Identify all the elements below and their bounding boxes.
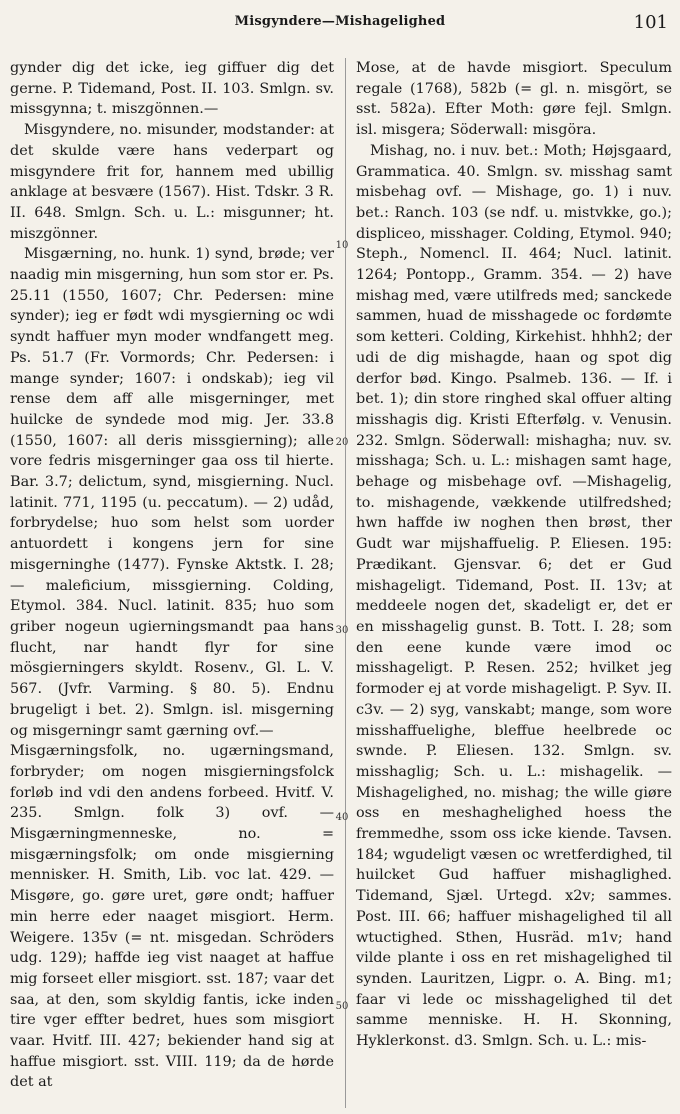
running-head: Misgyndere—Mishagelighed [234,14,446,29]
left-paragraph-1: gynder dig det icke, ieg giffuer dig det gerne. P. Tidemand, Post. II. 103. Smlgn. sv. missgynna; t. miszgönnen.— [10,60,334,118]
entry-mishag: Mishag, no. i nuv. bet.: Moth; Højsgaard, Grammatica. 40. Smlgn. sv. misshag samt misbehag ovf. — Mishage, go. 1) i nuv. bet.: Ranch. 103 (se ndf. u. mistvkke, go.); displiceo, misshager. Colding, Etymol. 940; Steph., Nomencl. II. 464; Nucl. latinit. 1264; Pontopp., Gramm. 354. — 2) have mishag med, være utilfreds med; sanckede sammen, huad de misshagede oc fordømte som ketteri. Colding, Kirkehist. hhhh2; der udi de dig mishagde, haan og spot dig derfor bød. Kingo. Psalmeb. 136. — If. i bet. 1); din store ringhed skal offuer alting misshagis dig. Kristi Efterfølg. v. Venusin. 232. Smlgn. Söderwall: mishagha; nuv. sv. misshaga; Sch. u. L.: mishagen samt hage, behage og misbehage ovf. —Mishagelig, to. mishagende, vækkende utilfredshed; hwn haffde iw noghen then brøst, ther Gudt war mijshaffuelig. P. Eliesen. 195: Prædikant. Gjensvar. 6; det er Gud mishageligt. Tidemand, Post. II. 13v; at meddeele nogen det, skadeligt er, det er en misshagelig gunst. B. Tott. I. 28; som den eene kunde være imod oc misshageligt. P. Resen. 252; hvilket jeg formoder ej at vorde mishageligt. P. Syv. II. c3v. — 2) syg, vanskabt; mange, som wore misshaffuelighe, bleffue heelbrede oc swnde. P. Eliesen. 132. Smlgn. sv. misshaglig; Sch. u. L.: mishagelik. — Mishagelighed, no. mishag; the wille giøre oss en meshaghelighed hoess the fremmedhe, ssom oss icke kiende. Tavsen. 184; wgudeligt væsen oc wretferdighed, til huilcket Gud haffuer mishaglighed. Tidemand, Sjæl. Urtegd. x2v; sammes. Post. III. 66; haffuer mishagelighed til all wtuctighed. Sthen, Husräd. m1v; hand vilde plante i oss en ret mishagelighed til synden. Lauritzen, Ligpr. o. A. Bing. m1; faar vi lede oc misshagelighed til det samme menniske. H. H. Skonning, Hyklerkonst. d3. Smlgn. Sch. u. L.: mis- [356,142,672,1050]
entry-misgaerningsfolk: Misgærningsfolk, no. ugærningsmand, forbryder; om nogen misgierningsfolck forløb ind vdi den andens forbeed. Hvitf. V. 235. Smlgn. folk 3) ovf. — Misgærningmenneske, no. = misgærningsfolk; om onde misgierning mennisker. H. Smith, Lib. voc lat. 429. — Misgøre, go. gøre uret, gøre ondt; haffuer min herre eder naaget misgiort. Herm. Weigere. 135v (= nt. misgedan. Schröders udg. 129); haffde ieg vist naaget at haffue mig forseet eller misgiort. sst. 187; vaar det saa, at den, som skyldig fantis, icke inden tire vger effter bedret, hues som misgiort vaar. Hvitf. III. 427; bekiender hand sig at haffue misgiort. sst. VIII. 119; da de hørde det at [10,743,334,1091]
line-number-10: 10 [335,240,349,251]
column-divider [345,58,346,1108]
page-header [0,12,680,36]
entry-misgyndere: Misgyndere, no. misunder, modstander: at det skulde være hans vederpart og misgyndere frit for, hannem med ubillig anklage at besvære (1567). Hist. Tdskr. 3 R. II. 648. Smlgn. Sch. u. L.: misgunner; ht. miszgönner. [10,122,334,242]
left-column [10,58,334,1108]
line-number-20: 20 [335,437,349,448]
line-number-50: 50 [335,1001,349,1012]
line-number-30: 30 [335,625,349,636]
right-column [356,58,672,1108]
entry-misgaerning: Misgærning, no. hunk. 1) synd, brøde; ver naadig min misgerning, hun som stor er. Ps. 25.11 (1550, 1607; Chr. Pedersen: mine synder); ieg er født wdi mysgierning oc wdi syndt haffuer myn moder wndfangett meg. Ps. 51.7 (Fr. Vormords; Chr. Pedersen: i mange synder; 1607: i ondskab); ieg vil rense dem aff alle misgerninger, met huilcke de syndede mod mig. Jer. 33.8 (1550, 1607: all deris missgierning); alle vore fedris misgerninger gaa oss til hierte. Bar. 3.7; delictum, synd, misgierning. Nucl. latinit. 771, 1195 (u. peccatum). — 2) udåd, forbrydelse; huo som helst som uorder antuordett i kongens jern for sine misgerninghe (1477). Fynske Aktstk. I. 28; — maleficium, missgierning. Colding, Etymol. 384. Nucl. latinit. 835; huo som griber nogeun ugierningsmandt paa hans flucht, nar handt flyr for sine mösgierningers skyldt. Rosenv., Gl. L. V. 567. (Jvfr. Varming. § 80. 5). Endnu brugeligt i bet. 2). Smlgn. isl. misgerning og misgerningr samt gærning ovf.— [10,246,334,739]
page-number: 101 [633,12,668,33]
line-number-40: 40 [335,812,349,823]
right-paragraph-1: Mose, at de havde misgiort. Speculum regale (1768), 582b (= gl. n. misgört, se sst. 582a). Efter Moth: gøre fejl. Smlgn. isl. misgera; Söderwall: misgöra. [356,60,672,139]
